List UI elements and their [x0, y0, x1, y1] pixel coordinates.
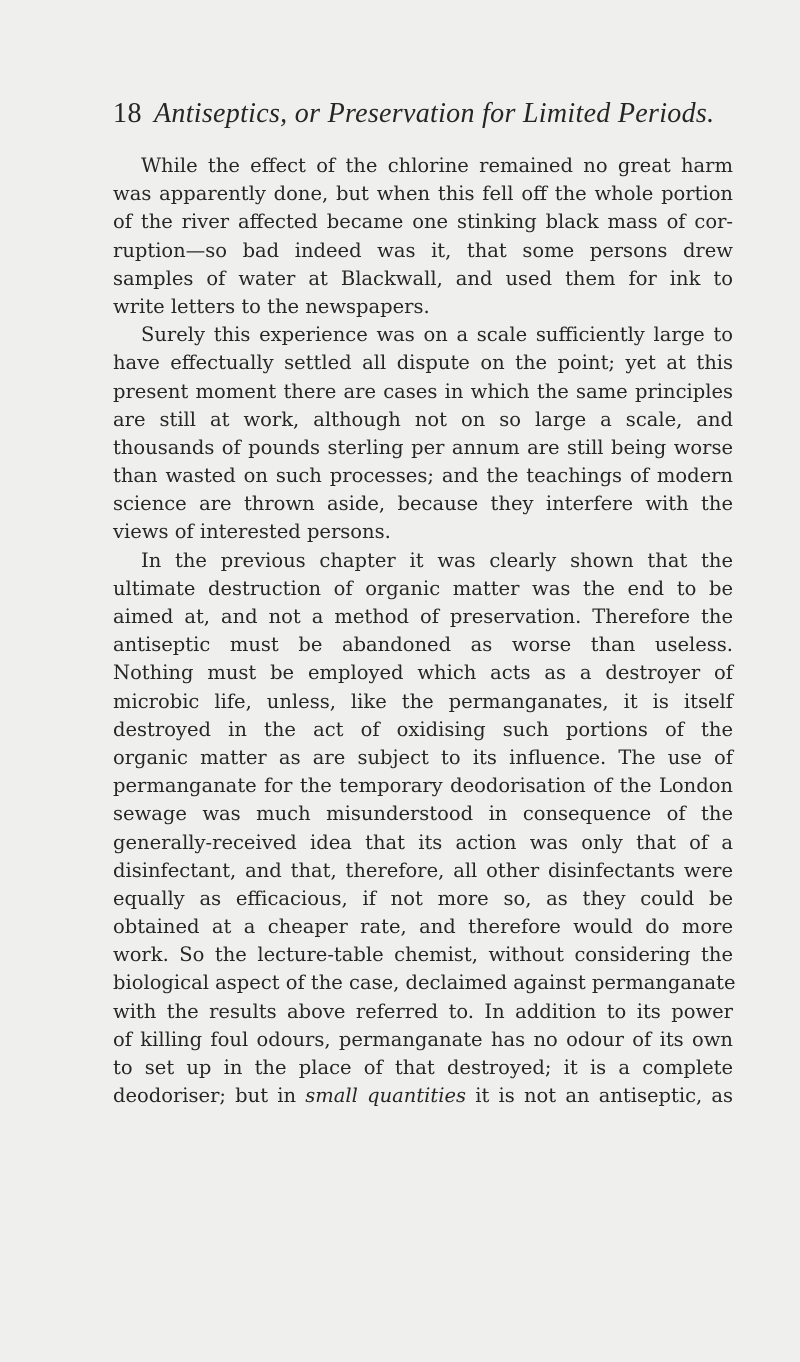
- text-line: obtained at a cheaper rate, and therefore would do more: [113, 915, 733, 939]
- text-line: views of interested persons.: [113, 520, 391, 544]
- text-line: equally as efficacious, if not more so, as they could be: [113, 886, 733, 910]
- text-segment: deodoriser; but in: [113, 1084, 297, 1108]
- text-line: disinfectant, and that, therefore, all other disinfectants were: [113, 858, 733, 882]
- text-line: aimed at, and not a method of preservation. Therefore the: [113, 605, 733, 628]
- text-line: In the previous chapter it was clearly shown that the: [141, 548, 733, 572]
- text-line: of killing foul odours, permanganate has no odour of its own: [113, 1027, 733, 1051]
- text-line: was apparently done, but when this fell off the whole portion: [113, 182, 733, 206]
- text-segment: it is not an antiseptic, as: [475, 1084, 734, 1108]
- text-line: work. So the lecture-table chemist, without considering the: [113, 943, 733, 967]
- text-line: present moment there are cases in which the same principles: [113, 379, 733, 403]
- text-line: permanganate for the temporary deodorisation of the London: [113, 774, 733, 798]
- text-line: write letters to the newspapers.: [113, 294, 430, 318]
- running-title: Antiseptics, or Preservation for Limited Periods.: [154, 98, 715, 129]
- text-line: than wasted on such processes; and the teachings of modern: [113, 464, 733, 488]
- text-line: organic matter as are subject to its influence. The use of: [113, 745, 733, 769]
- text-line: biological aspect of the case, declaimed against permanganate: [113, 971, 736, 995]
- text-line: science are thrown aside, because they interfere with the: [113, 492, 733, 516]
- text-line: While the effect of the chlorine remained no great harm: [141, 154, 733, 177]
- text-line: with the results above referred to. In addition to its power: [113, 999, 733, 1023]
- text-line: Nothing must be employed which acts as a destroyer of: [113, 661, 733, 685]
- text-line: destroyed in the act of oxidising such portions of the: [113, 717, 733, 741]
- text-line: samples of water at Blackwall, and used them for ink to: [113, 266, 733, 290]
- text-line: generally-received idea that its action was only that of a: [113, 830, 733, 854]
- text-line: ruption—so bad indeed was it, that some persons drew: [113, 238, 733, 262]
- italic-phrase: small quantities: [305, 1084, 467, 1108]
- running-head: [113, 98, 733, 134]
- body-text: [113, 152, 736, 1110]
- text-line: of the river affected became one stinking black mass of cor-: [113, 210, 733, 234]
- text-line: sewage was much misunderstood in consequence of the: [113, 802, 733, 826]
- text-line-final: [113, 1082, 733, 1110]
- text-line: thousands of pounds sterling per annum are still being worse: [113, 435, 733, 459]
- text-line: Surely this experience was on a scale sufficiently large to: [141, 323, 733, 347]
- text-line: microbic life, unless, like the permanganates, it is itself: [113, 689, 733, 713]
- text-line: to set up in the place of that destroyed; it is a complete: [113, 1056, 733, 1079]
- page-number: 18: [113, 98, 142, 129]
- text-line: have effectually settled all dispute on the point; yet at this: [113, 351, 733, 375]
- text-line: are still at work, although not on so large a scale, and: [113, 407, 733, 431]
- text-line: antiseptic must be abandoned as worse than useless.: [113, 633, 733, 657]
- text-line: ultimate destruction of organic matter was the end to be: [113, 576, 733, 600]
